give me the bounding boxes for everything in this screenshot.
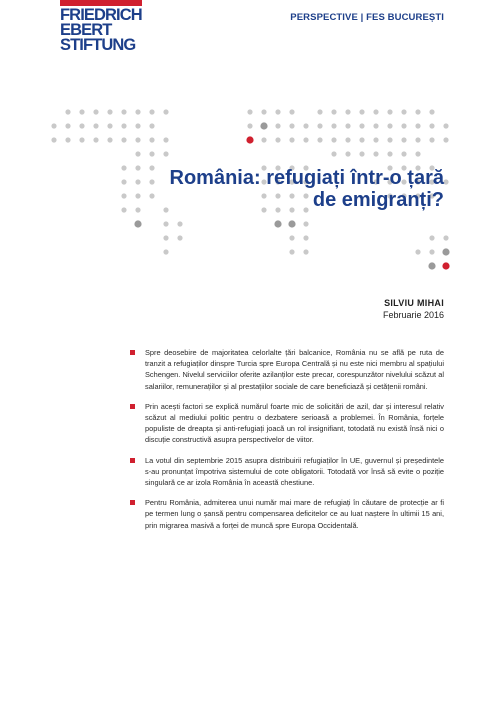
document-title xyxy=(64,167,444,211)
map-dot xyxy=(107,123,112,128)
summary-text: Spre deosebire de majoritatea celorlalte țări balcanice, România nu se află pe ruta de tranzit a refugiaților dinspre Turcia spre Europa Centrală și nu este nici membru al spațiului Schengen. Nivelul serviciilor oferite azilanților este precar, corespunzător nivelului scăzut al salariilor, remunerațiilor și al prestațiilor sociale de care beneficiază și cetățenii români. xyxy=(145,348,444,391)
map-dot xyxy=(345,151,350,156)
map-dot-highlight xyxy=(246,136,253,143)
map-dot xyxy=(373,137,378,142)
map-dot xyxy=(65,109,70,114)
map-dot xyxy=(275,109,280,114)
map-dot xyxy=(331,109,336,114)
map-dot xyxy=(303,235,308,240)
map-dot xyxy=(429,249,434,254)
map-dot xyxy=(107,109,112,114)
map-dot xyxy=(303,137,308,142)
series-label: PERSPECTIVE | FES BUCUREȘTI xyxy=(290,12,444,23)
map-dot xyxy=(149,137,154,142)
map-dot xyxy=(289,235,294,240)
map-dot xyxy=(387,123,392,128)
map-dot xyxy=(331,123,336,128)
red-square-bullet-icon xyxy=(130,500,135,505)
red-square-bullet-icon xyxy=(130,404,135,409)
red-square-bullet-icon xyxy=(130,458,135,463)
map-dot xyxy=(163,151,168,156)
title-line-2: de emigranți? xyxy=(312,189,444,211)
map-dot xyxy=(331,151,336,156)
map-dot xyxy=(247,109,252,114)
map-dot xyxy=(345,109,350,114)
title-line-1: România: refugiați într-o țară xyxy=(169,167,444,189)
logo-line-2: EBERT xyxy=(60,21,112,39)
map-dot xyxy=(79,109,84,114)
map-dot xyxy=(288,220,295,227)
map-dot xyxy=(401,137,406,142)
logo-line-1: FRIEDRICH xyxy=(60,6,142,24)
map-dot xyxy=(247,123,252,128)
map-dot xyxy=(387,137,392,142)
map-dot xyxy=(401,123,406,128)
map-dot xyxy=(429,235,434,240)
map-dot xyxy=(107,137,112,142)
map-dot xyxy=(345,123,350,128)
map-dot xyxy=(275,137,280,142)
publication-date: Februarie 2016 xyxy=(382,310,444,320)
map-dot xyxy=(260,122,267,129)
map-dot xyxy=(387,151,392,156)
map-dot xyxy=(317,109,322,114)
map-dot xyxy=(289,137,294,142)
map-dot xyxy=(121,123,126,128)
map-dot xyxy=(289,123,294,128)
map-dot xyxy=(163,137,168,142)
map-dot xyxy=(443,179,448,184)
map-dot xyxy=(401,151,406,156)
map-dot xyxy=(443,137,448,142)
map-dot xyxy=(135,123,140,128)
fes-logo[interactable] xyxy=(60,8,150,53)
map-dot xyxy=(65,137,70,142)
map-dot xyxy=(163,249,168,254)
map-dot xyxy=(261,109,266,114)
map-dot xyxy=(317,123,322,128)
map-dot xyxy=(149,123,154,128)
author-name: SILVIU MIHAI xyxy=(384,298,444,308)
map-dot xyxy=(415,109,420,114)
map-dot xyxy=(177,235,182,240)
map-dot xyxy=(373,123,378,128)
map-dot xyxy=(65,123,70,128)
map-dot xyxy=(163,109,168,114)
map-dot xyxy=(134,220,141,227)
map-dot xyxy=(275,123,280,128)
map-dot xyxy=(345,137,350,142)
map-dot xyxy=(443,235,448,240)
map-dot xyxy=(79,137,84,142)
map-dot xyxy=(135,109,140,114)
map-dot xyxy=(177,221,182,226)
map-dot xyxy=(359,151,364,156)
map-dot xyxy=(121,137,126,142)
map-dot xyxy=(51,123,56,128)
map-dot xyxy=(261,137,266,142)
map-dot xyxy=(317,137,322,142)
summary-text: Prin acești factori se explică numărul foarte mic de solicitări de azil, dar și interesul relativ scăzut al mediului politic pentru o dezbatere serioasă a problemei. În România, forțele populiste de dreapta și anti-refugiați joacă un rol insignifiant, totodată nu există însă nici o discuție constructivă asupra perspectivelor de viitor. xyxy=(145,401,444,445)
summary-item xyxy=(130,497,444,531)
summary-text: La votul din septembrie 2015 asupra distribuirii refugiaților în UE, guvernul și președintele s-au pronunțat împotriva sistemului de cote obligatorii. Totodată vor însă să evite o poziție singulară ce ar izola România în această chestiune. xyxy=(145,455,444,488)
summary-item xyxy=(130,347,444,392)
map-dot xyxy=(415,123,420,128)
map-dot xyxy=(289,249,294,254)
map-dot xyxy=(429,137,434,142)
logo-line-3: STIFTUNG xyxy=(60,36,136,54)
summary-item xyxy=(130,401,444,446)
map-dot xyxy=(93,109,98,114)
map-dot xyxy=(93,123,98,128)
map-dot xyxy=(443,123,448,128)
map-dot xyxy=(289,109,294,114)
map-dot xyxy=(373,109,378,114)
map-dot xyxy=(387,109,392,114)
map-dot xyxy=(149,151,154,156)
map-dot xyxy=(373,151,378,156)
map-dot-highlight xyxy=(442,262,449,269)
summary-text: Pentru România, admiterea unui număr mai mare de refugiați în căutare de protecție ar fi pe termen lung o șansă pentru compensarea deficitelor ce au luat naștere în ultimii 15 ani, prin migrarea masivă a forței de muncă spre Europa Occidentală. xyxy=(145,498,444,530)
map-dot xyxy=(401,109,406,114)
summary-item xyxy=(130,455,444,489)
summary-list xyxy=(130,347,444,540)
map-dot xyxy=(93,137,98,142)
map-dot xyxy=(359,137,364,142)
map-dot xyxy=(51,137,56,142)
map-dot xyxy=(274,220,281,227)
map-dot xyxy=(359,109,364,114)
map-dot xyxy=(359,123,364,128)
map-dot xyxy=(442,248,449,255)
map-dot xyxy=(428,262,435,269)
map-dot xyxy=(415,151,420,156)
map-dot xyxy=(303,123,308,128)
map-dot xyxy=(415,137,420,142)
map-dot xyxy=(163,221,168,226)
map-dot xyxy=(429,123,434,128)
map-dot xyxy=(79,123,84,128)
map-dot xyxy=(303,249,308,254)
red-square-bullet-icon xyxy=(130,350,135,355)
map-dot xyxy=(429,109,434,114)
map-dot xyxy=(149,109,154,114)
map-dot xyxy=(121,109,126,114)
map-dot xyxy=(163,235,168,240)
map-dot xyxy=(303,221,308,226)
map-dot xyxy=(135,151,140,156)
map-dot xyxy=(415,249,420,254)
map-dot xyxy=(135,137,140,142)
map-dot xyxy=(331,137,336,142)
